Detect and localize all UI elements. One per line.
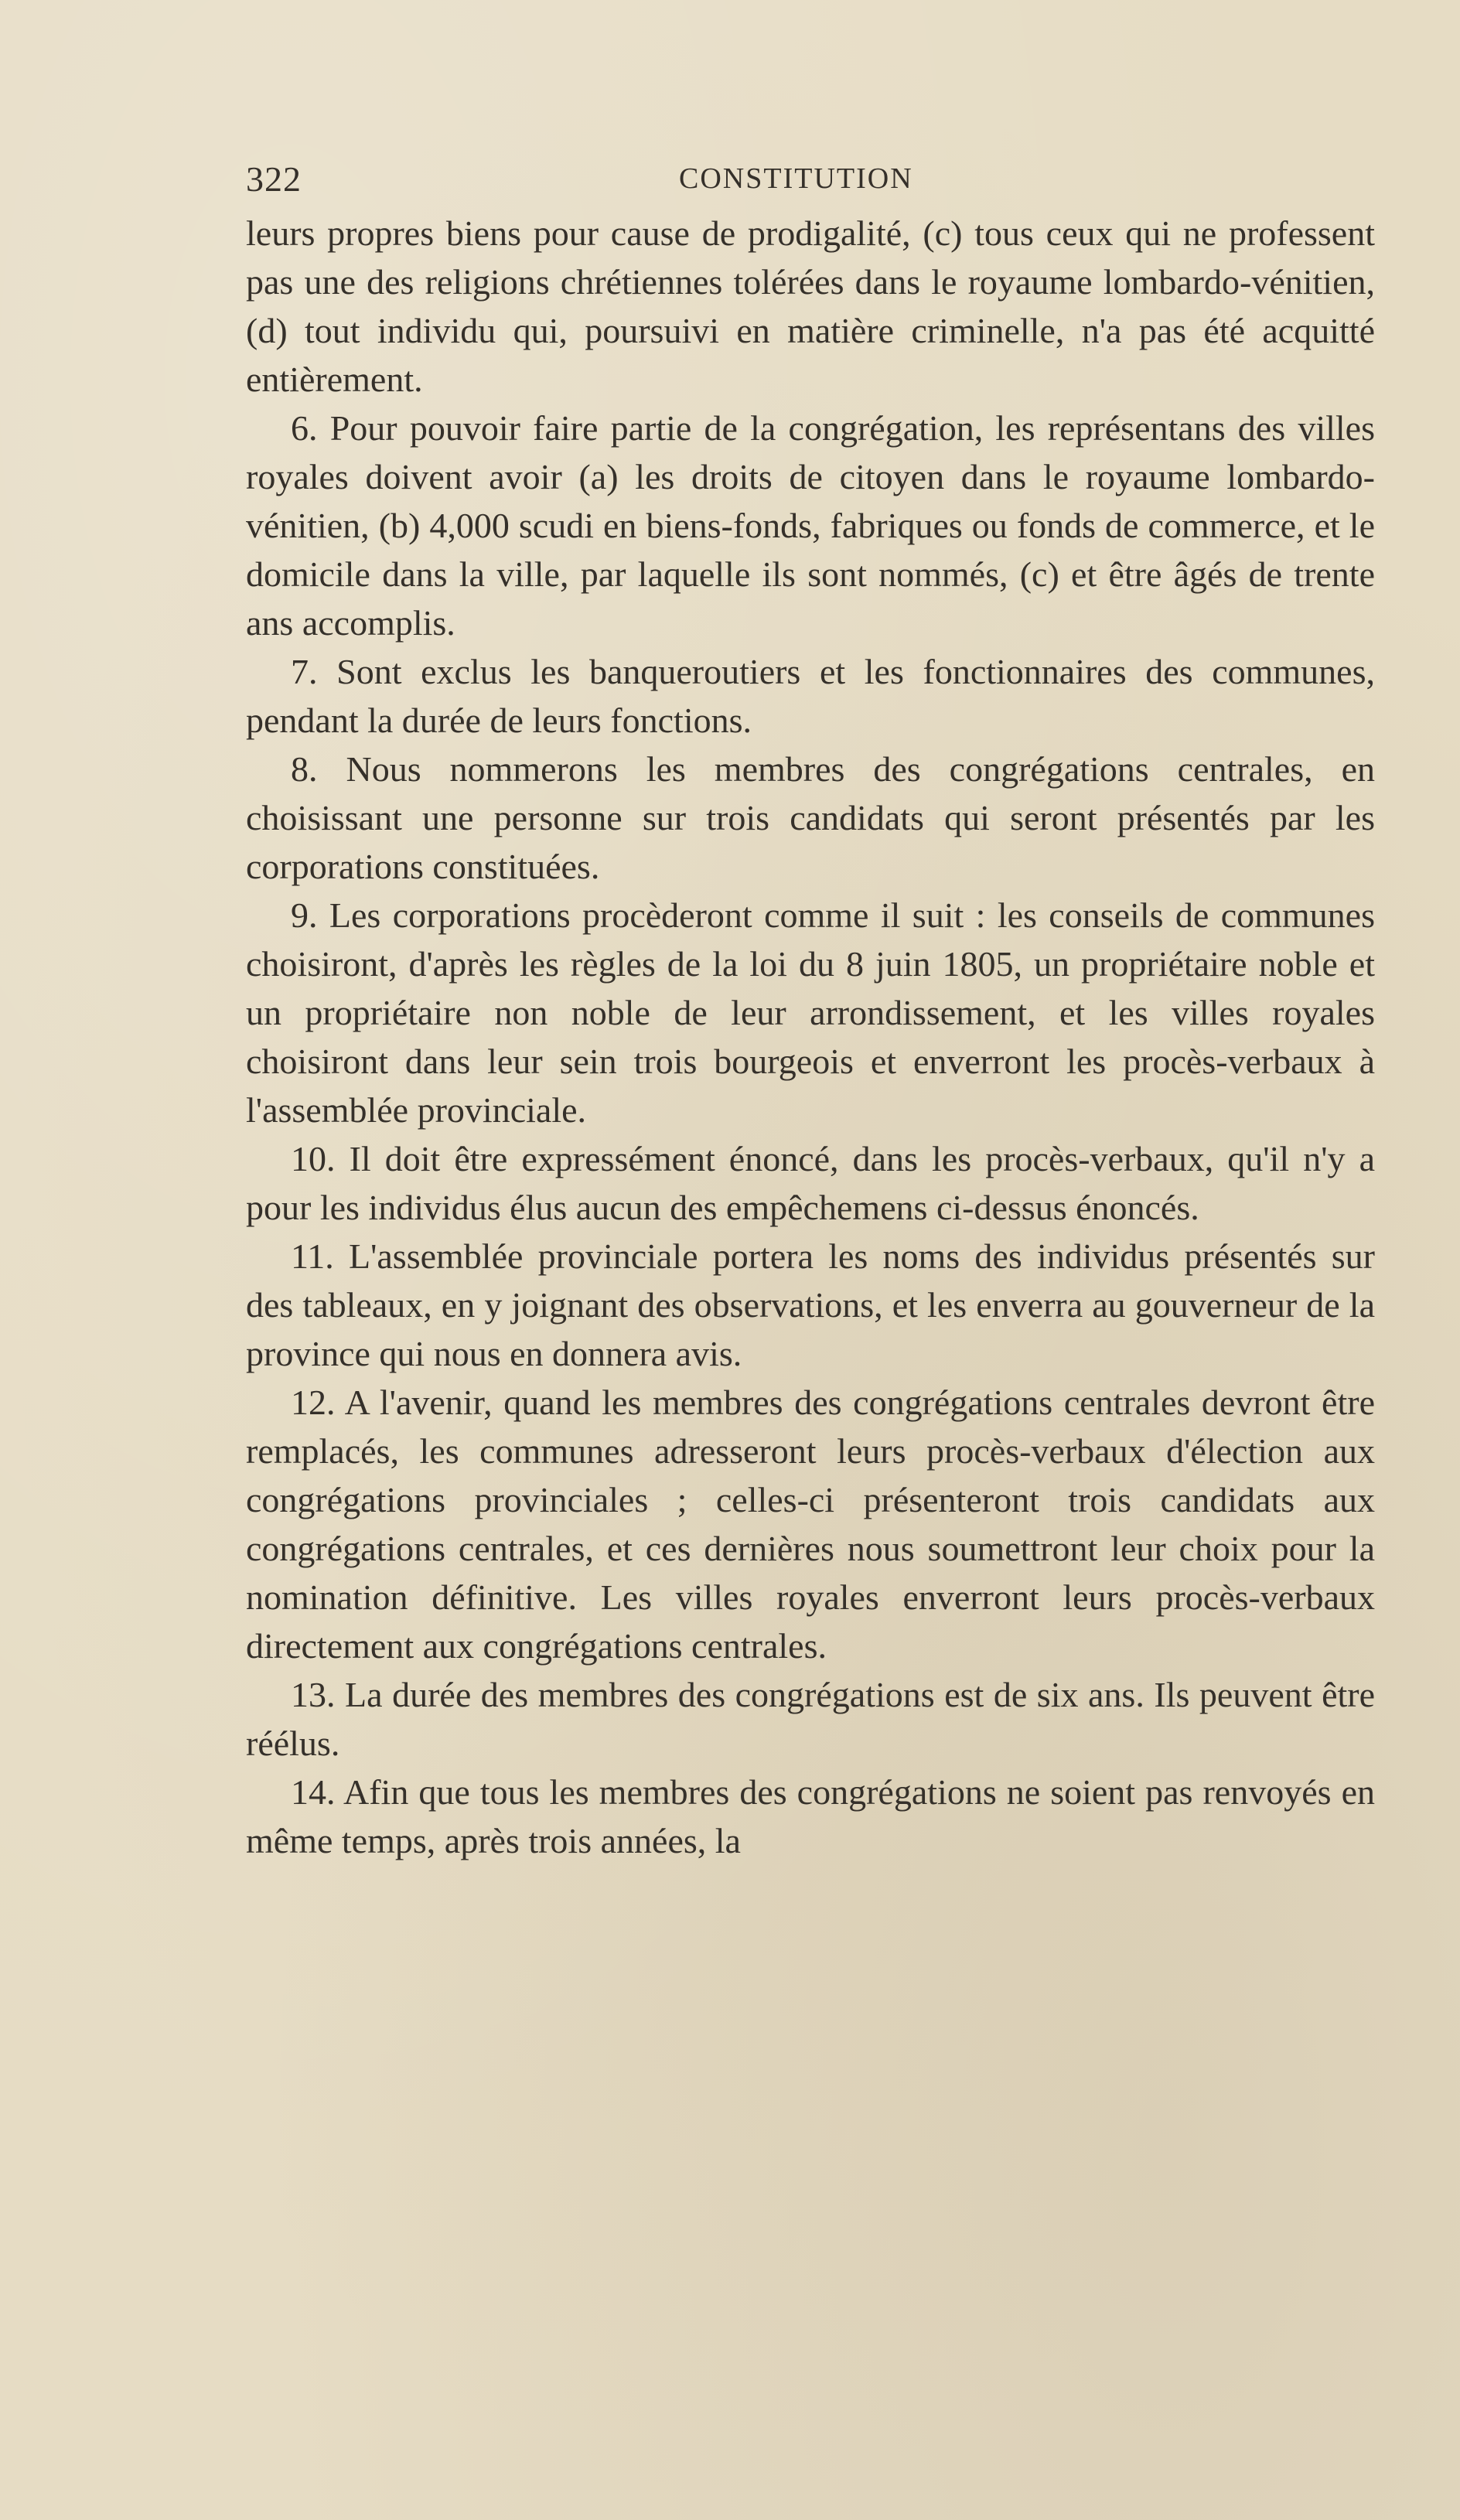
article-13: 13. La durée des membres des congrégations est de six ans. Ils peuvent être réélus. <box>246 1675 1375 1763</box>
article-6: 6. Pour pouvoir faire partie de la congrégation, les représentans des villes royales doivent avoir (a) les droits de citoyen dans le royaume lombardo-vénitien, (b) 4,000 scudi en biens-fonds, fabriques ou fonds de commerce, et le domicile dans la ville, par laquelle ils sont nommés, (c) et être âgés de trente ans accomplis. <box>246 408 1375 643</box>
page-number: 322 <box>246 159 302 199</box>
article-12: 12. A l'avenir, quand les membres des congrégations centrales devront être remplacés, les communes adresseront leurs procès-verbaux d'élection aux congrégations provinciales ; celles-ci présenteront trois candidats aux congrégations centrales, et ces dernières nous soumettront leur choix pour la nomination définitive. Les villes royales enverront leurs procès-verbaux directement aux congrégations centrales. <box>246 1383 1375 1666</box>
article-14: 14. Afin que tous les membres des congrégations ne soient pas renvoyés en même temps, après trois années, la <box>246 1772 1375 1860</box>
article-10: 10. Il doit être expressément énoncé, dans les procès-verbaux, qu'il n'y a pour les individus élus aucun des empêchemens ci-dessus énoncés. <box>246 1139 1375 1227</box>
article-7: 7. Sont exclus les banqueroutiers et les fonctionnaires des communes, pendant la durée de leurs fonctions. <box>246 652 1375 740</box>
article-8: 8. Nous nommerons les membres des congrégations centrales, en choisissant une personne sur trois candidats qui seront présentés par les corporations constituées. <box>246 749 1375 886</box>
paragraph-continuation: leurs propres biens pour cause de prodigalité, (c) tous ceux qui ne professent pas une des religions chrétiennes tolérées dans le royaume lombardo-vénitien, (d) tout individu qui, poursuivi en matière criminelle, n'a pas été acquitté entièrement. <box>246 213 1375 399</box>
article-9: 9. Les corporations procèderont comme il suit : les conseils de communes choisiront, d'après les règles de la loi du 8 juin 1805, un propriétaire noble et un propriétaire non noble de leur arrondissement, et les villes royales choisiront dans leur sein trois bourgeois et enverront les procès-verbaux à l'assemblée provinciale. <box>246 895 1375 1130</box>
page-header <box>246 159 1375 205</box>
running-title: CONSTITUTION <box>679 162 913 195</box>
article-11: 11. L'assemblée provinciale portera les noms des individus présentés sur des tableaux, en y joignant des observations, et les enverra au gouverneur de la province qui nous en donnera avis. <box>246 1236 1375 1373</box>
page-body <box>246 209 1375 1865</box>
